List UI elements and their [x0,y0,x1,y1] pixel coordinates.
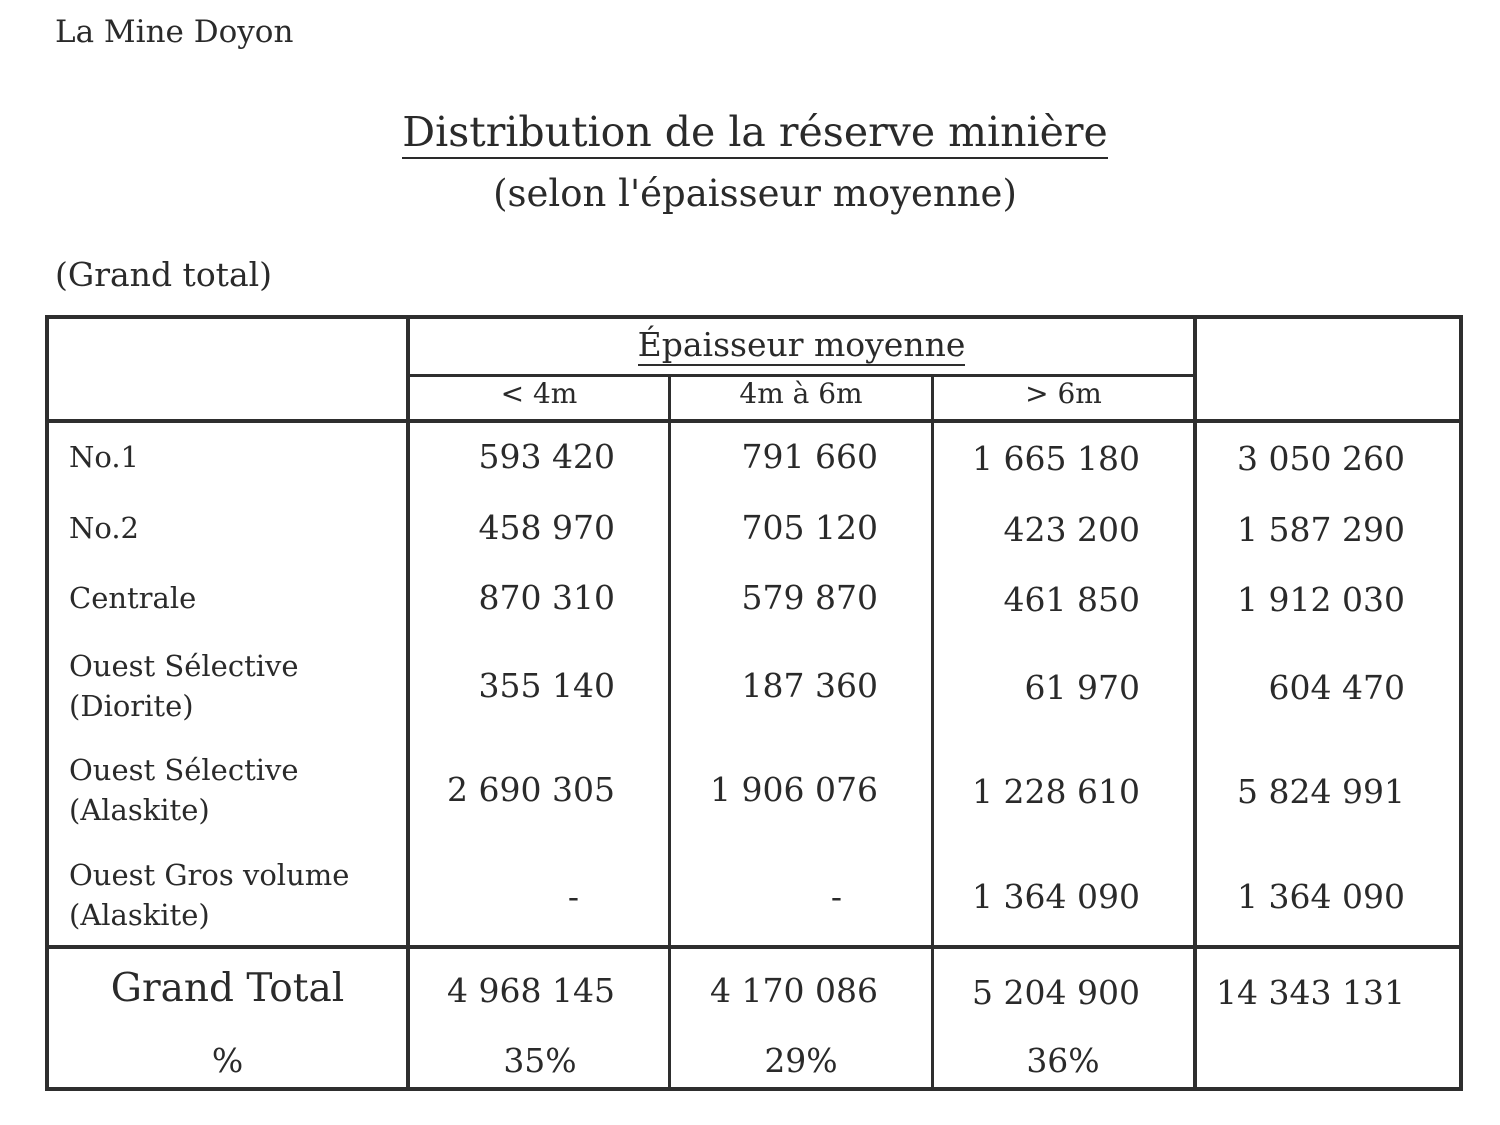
cell-diorite-4m-6m: 187 360 [741,666,878,705]
thickness-group-header [410,325,1193,364]
cell-gros-volume-4m-6m: - [830,877,842,916]
total-gt6m: 5 204 900 [972,973,1140,1012]
total-grand: 14 343 131 [1216,973,1405,1012]
document-title [0,108,1500,156]
row-label-ouest-selective-diorite [69,646,299,726]
percent-lt4m: 35% [503,1041,577,1080]
row-label-line-1: Ouest Sélective [69,753,299,787]
cell-no1-gt6m: 1 665 180 [972,439,1140,478]
cell-sel-alaskite-total: 5 824 991 [1237,772,1405,811]
row-label-ouest-gros-volume-alaskite [69,855,349,935]
total-lt4m: 4 968 145 [447,971,615,1010]
table-border-right [1459,315,1463,1091]
percent-4m-6m: 29% [764,1041,838,1080]
table-border-bottom [45,1087,1463,1091]
cell-gros-volume-total: 1 364 090 [1237,877,1405,916]
cell-gros-volume-lt4m: - [567,877,579,916]
row-label-no2: No.2 [69,511,139,545]
col-header-lt4m: < 4m [500,377,578,410]
row-label-line-2: (Diorite) [69,689,194,723]
header-bottom-line [45,419,1463,423]
divider-total-column [1193,315,1197,1091]
document-subtitle: (selon l'épaisseur moyenne) [493,172,1017,215]
reserve-table [45,315,1463,1091]
cell-no1-lt4m: 593 420 [478,437,615,476]
row-label-line-1: Ouest Gros volume [69,858,350,892]
document-header: La Mine Doyon [55,14,294,50]
table-border-top [45,315,1463,319]
cell-centrale-lt4m: 870 310 [478,578,615,617]
cell-no2-4m-6m: 705 120 [741,508,878,547]
divider-col-1 [668,375,671,1091]
cell-no2-total: 1 587 290 [1237,510,1405,549]
cell-centrale-gt6m: 461 850 [1003,580,1140,619]
divider-col-2 [931,375,934,1091]
total-top-line [45,945,1463,949]
row-label-line-1: Ouest Sélective [69,649,299,683]
row-label-line-2: (Alaskite) [69,898,210,932]
percent-label: % [211,1041,244,1080]
cell-centrale-total: 1 912 030 [1237,580,1405,619]
col-header-gt6m: > 6m [1025,377,1102,410]
row-label-no1: No.1 [69,440,139,474]
grand-total-label: Grand Total [110,966,345,1011]
cell-no2-lt4m: 458 970 [478,508,615,547]
cell-diorite-lt4m: 355 140 [478,666,615,705]
cell-diorite-gt6m: 61 970 [1024,668,1140,707]
percent-gt6m: 36% [1026,1041,1100,1080]
cell-diorite-total: 604 470 [1268,668,1405,707]
cell-sel-alaskite-gt6m: 1 228 610 [972,772,1140,811]
group-header-text: Épaisseur moyenne [637,325,966,364]
cell-sel-alaskite-4m-6m: 1 906 076 [710,770,878,809]
cell-gros-volume-gt6m: 1 364 090 [972,877,1140,916]
row-label-line-2: (Alaskite) [69,793,210,827]
title-text: Distribution de la réserve minière [402,108,1108,159]
scope-label: (Grand total) [55,255,273,294]
row-label-ouest-selective-alaskite [69,750,299,830]
cell-no1-4m-6m: 791 660 [741,437,878,476]
cell-sel-alaskite-lt4m: 2 690 305 [447,770,615,809]
row-label-centrale: Centrale [69,581,197,615]
total-4m-6m: 4 170 086 [710,971,878,1010]
cell-no2-gt6m: 423 200 [1003,510,1140,549]
divider-label-column [406,315,410,1091]
col-header-4m-6m: 4m à 6m [739,377,863,410]
cell-no1-total: 3 050 260 [1237,439,1405,478]
cell-centrale-4m-6m: 579 870 [741,578,878,617]
